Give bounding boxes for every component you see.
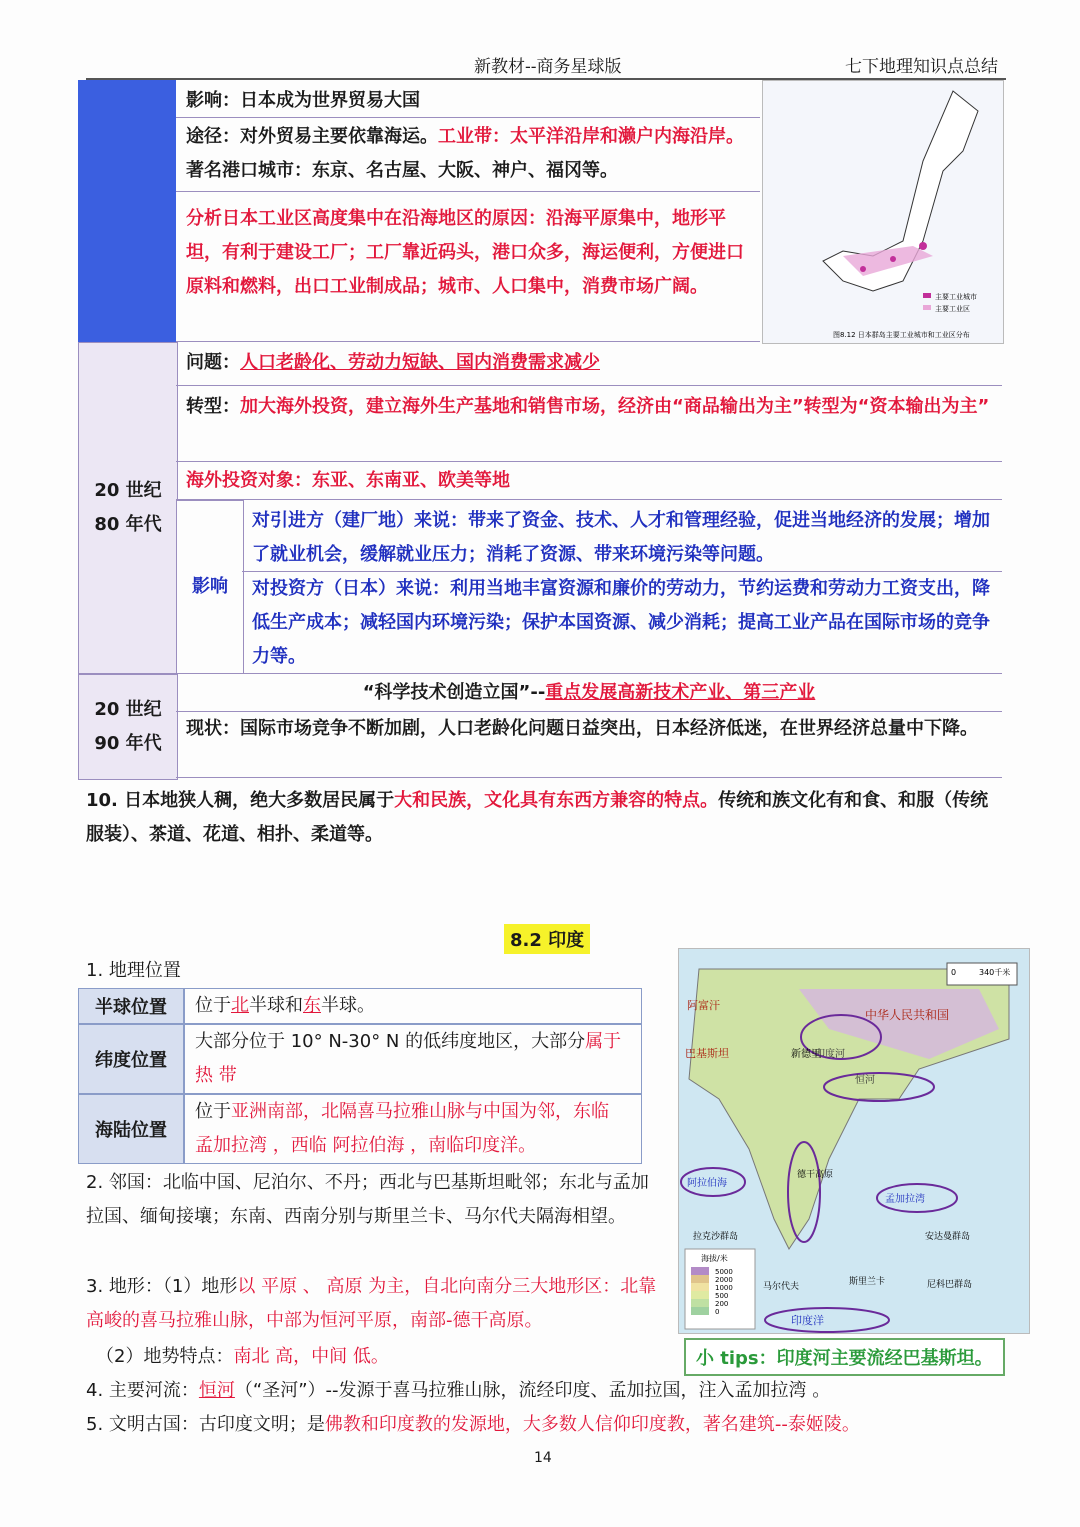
page-header	[86, 44, 1006, 80]
era-90s-label: 20 世纪 90 年代	[78, 674, 178, 780]
legend-swatch	[923, 305, 931, 310]
item-2: 2. 邻国：北临中国、尼泊尔、不丹；西北与巴基斯坦毗邻；东北与孟加拉国、缅甸接壤；东南、西南分别与斯里兰卡、马尔代夫隔海相望。	[86, 1172, 649, 1227]
map-label: 恒河	[855, 1075, 875, 1086]
map-label: 印度洋	[791, 1314, 824, 1327]
legend-text: 主要工业城市	[935, 293, 977, 301]
value-latitude: 大部分位于 10° N-30° N 的低纬度地区，大部分属于 热 带	[184, 1024, 642, 1094]
map-label: 斯里兰卡	[849, 1277, 886, 1287]
row-invest-target: 海外投资对象：东亚、东南亚、欧美等地	[176, 464, 1002, 500]
circle-indian-ocean	[765, 1308, 889, 1332]
tips-box: 小 tips：印度河主要流经巴基斯坦。	[684, 1338, 1005, 1376]
row-host-effect: 对引进方（建厂地）来说：带来了资金、技术、人才和管理经验，促进当地经济的发展；增加了就业机会，缓解就业压力；消耗了资源、带来环境污染等问题。	[242, 504, 1002, 572]
legend-text: 主要工业区	[935, 305, 970, 313]
row-influence: 影响：日本成为世界贸易大国	[176, 84, 760, 118]
map-label: 巴基斯坦	[685, 1047, 729, 1060]
table-left-bar	[78, 80, 176, 342]
section-title: 8.2 印度	[504, 924, 590, 954]
industrial-city	[860, 266, 866, 272]
legend-val: 2000	[715, 1276, 733, 1284]
value-hemisphere: 位于北半球和东半球。	[184, 988, 642, 1024]
label-sea-land: 海陆位置	[78, 1094, 184, 1164]
legend-swatch	[691, 1299, 709, 1307]
geo-heading: 1. 地理位置	[86, 960, 181, 981]
row-status: 现状：国际市场竞争不断加剧，人口老龄化问题日益突出，日本经济低迷，在世界经济总量中下降。	[176, 712, 1002, 778]
row-route: 途径：对外贸易主要依靠海运。工业带：太平洋沿岸和濑户内海沿岸。著名港口城市：东京、名古屋、大阪、神户、福冈等。	[176, 118, 760, 192]
influence-label: 影响	[176, 500, 244, 674]
label-hemisphere: 半球位置	[78, 988, 184, 1024]
item-3: 3. 地形：（1）地形以 平原 、 高原 为主，自北向南分三大地形区：北靠高峻的喜马拉雅山脉，中部为恒河平原，南部-德干高原。	[86, 1276, 657, 1331]
legend-swatch	[691, 1291, 709, 1299]
india-map	[678, 948, 1030, 1334]
era-80s-label: 20 世纪 80 年代	[78, 342, 178, 674]
map-label: 中华人民共和国	[865, 1008, 950, 1022]
item-10: 10. 日本地狭人稠，绝大多数居民属于大和民族，文化具有东西方兼容的特点。传统和族文化有和食、和服（传统服装）、茶道、花道、相扑、柔道等。	[86, 790, 989, 845]
legend-val: 5000	[715, 1268, 733, 1276]
label-latitude: 纬度位置	[78, 1024, 184, 1094]
legend-swatch	[691, 1275, 709, 1283]
value-sea-land: 位于亚洲南部，北隔喜马拉雅山脉与中国为邻，东临 孟加拉湾 ，西临 阿拉伯海 ，南临印度洋。	[184, 1094, 642, 1164]
legend-val: 200	[715, 1300, 729, 1308]
legend-swatch	[691, 1267, 709, 1275]
map-label: 尼科巴群岛	[927, 1280, 973, 1290]
row-problem: 问题：人口老龄化、劳动力短缺、国内消费需求减少	[176, 346, 1002, 386]
map-label: 新德里	[791, 1049, 821, 1060]
item-4: 4. 主要河流：恒河（“圣河”）--发源于喜马拉雅山脉，流经印度、孟加拉国，注入孟加拉湾 。	[86, 1380, 831, 1401]
page-number: 14	[534, 1450, 552, 1466]
map-label: 印度河	[815, 1049, 845, 1060]
row-science: “科学技术创造立国”--重点发展高新技术产业、第三产业	[176, 676, 1002, 712]
map-label: 德干高原	[797, 1170, 834, 1180]
industrial-city	[890, 256, 896, 262]
japan-map-svg	[763, 81, 1003, 343]
japan-map	[762, 80, 1004, 344]
row-analysis: 分析日本工业区高度集中在沿海地区的原因：沿海平原集中，地形平坦，有利于建设工厂；工厂靠近码头，港口众多，海运便利，方便进口原料和燃料，出口工业制成品；城市、人口集中，消费市场广阔。	[176, 198, 760, 342]
legend-title: 海拔/米	[701, 1254, 728, 1263]
row-investor-effect: 对投资方（日本）来说：利用当地丰富资源和廉价的劳动力，节约运费和劳动力工资支出，降低生产成本；减轻国内环境污染；保护本国资源、减少消耗；提高工业产品在国际市场的竞争力等。	[242, 572, 1002, 674]
map-label: 孟加拉湾	[885, 1194, 925, 1205]
map-label: 马尔代夫	[763, 1282, 800, 1292]
legend-swatch	[691, 1283, 709, 1291]
india-map-svg	[679, 949, 1029, 1333]
legend-swatch	[691, 1307, 709, 1315]
map-label: 阿富汗	[687, 999, 720, 1012]
legend-val: 0	[715, 1308, 720, 1316]
map-label: 安达曼群岛	[925, 1232, 971, 1242]
item-5: 5. 文明古国：古印度文明；是佛教和印度教的发源地，大多数人信仰印度教，著名建筑--泰姬陵。	[86, 1414, 860, 1435]
legend-swatch	[923, 293, 931, 298]
scale-text: 340千米	[979, 968, 1011, 977]
legend-val: 500	[715, 1292, 729, 1300]
header-right: 七下地理知识点总结	[845, 57, 998, 77]
map-label: 拉克沙群岛	[693, 1232, 739, 1242]
map-label: 阿拉伯海	[687, 1178, 727, 1189]
scale-zero: 0	[951, 968, 957, 977]
industrial-city	[919, 242, 927, 250]
header-left: 新教材--商务星球版	[474, 57, 622, 77]
item-3-2: （2）地势特点：南北 高，中间 低。	[96, 1346, 389, 1367]
row-transform: 转型：加大海外投资，建立海外生产基地和销售市场，经济由“商品输出为主”转型为“资本输出为主”	[176, 390, 1002, 462]
map-caption: 图8.12 日本群岛主要工业城市和工业区分布	[833, 331, 970, 339]
legend-val: 1000	[715, 1284, 733, 1292]
